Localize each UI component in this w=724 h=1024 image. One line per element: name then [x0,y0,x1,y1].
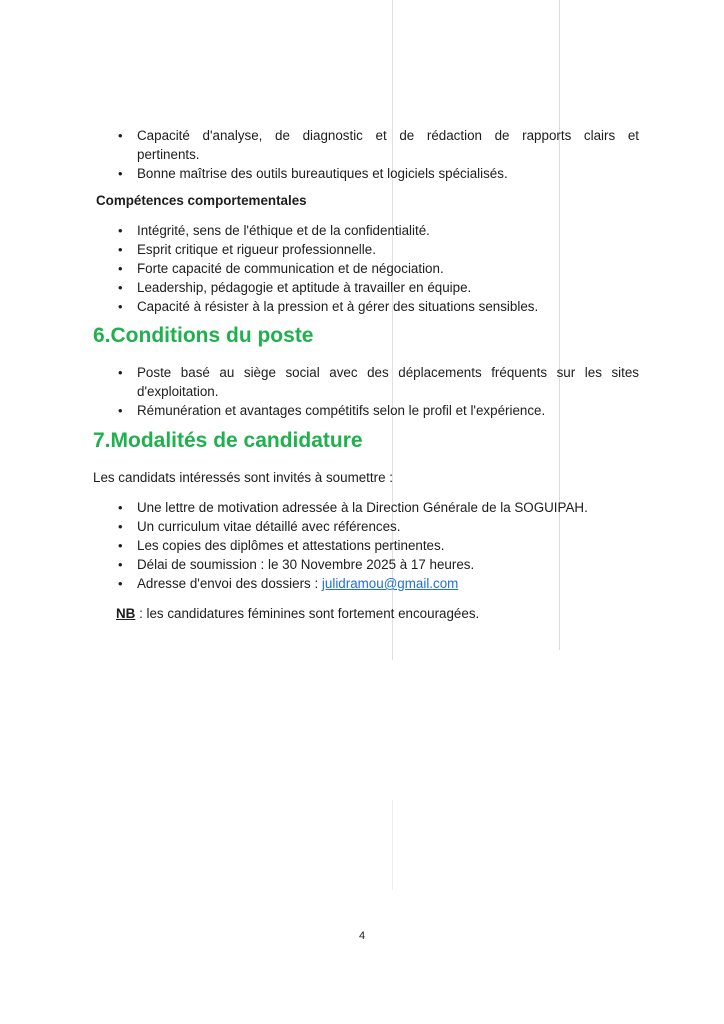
section-7-heading: 7.Modalités de candidature [93,429,363,452]
list-item-text: Les copies des diplômes et attestations pertinentes. [137,538,445,553]
list-item-text: Délai de soumission : le 30 Novembre 2025 à 17 heures. [137,557,475,572]
list-item [118,259,639,278]
section-6-heading: 6.Conditions du poste [93,324,314,347]
list-item-text: Capacité à résister à la pression et à gérer des situations sensibles. [137,299,539,314]
candidature-intro: Les candidats intéressés sont invités à soumettre : [93,470,393,485]
page-number: 4 [358,930,366,942]
bullet: • [118,128,123,143]
list-item-text: Esprit critique et rigueur professionnelle. [137,242,376,257]
nb-label: NB [116,606,136,621]
list-item-text: d'exploitation. [137,384,219,399]
list-item-text: Leadership, pédagogie et aptitude à travailler en équipe. [137,280,472,295]
list-item [118,536,639,555]
bullet: • [118,519,123,534]
list-item-text: Intégrité, sens de l'éthique et de la confidentialité. [137,223,430,238]
nb-text: : les candidatures féminines sont fortement encouragées. [135,606,480,621]
bullet: • [118,223,123,238]
list-item [118,278,639,297]
list-item-text: Bonne maîtrise des outils bureautiques et logiciels spécialisés. [137,166,508,181]
email-link[interactable]: julidramou@gmail.com [321,576,459,591]
list-item [118,363,639,401]
bullet: • [118,299,123,314]
bullet: • [118,538,123,553]
bullet: • [118,557,123,572]
bullet: • [118,576,123,591]
list-item-text: Forte capacité de communication et de négociation. [137,261,444,276]
bullet: • [118,242,123,257]
list-item [118,221,639,240]
technical-skills-list [118,126,639,183]
list-item-text: Poste basé au siège social avec des déplacements fréquents sur les sites [137,365,639,380]
nb-note [116,605,479,623]
bullet: • [118,403,123,418]
list-item [118,555,639,574]
conditions-list [118,363,639,420]
list-item [118,498,639,517]
behavioral-skills-list [118,221,639,316]
list-item [118,401,639,420]
list-item [118,517,639,536]
list-item [118,240,639,259]
bullet: • [118,166,123,181]
list-item-text: pertinents. [137,147,200,162]
candidature-documents-list [118,498,639,593]
list-item-text: Rémunération et avantages compétitifs selon le profil et l'expérience. [137,403,546,418]
behavioral-skills-heading: Compétences comportementales [96,193,307,208]
list-item [118,574,639,593]
list-item-text: Capacité d'analyse, de diagnostic et de rédaction de rapports clairs et [137,128,639,143]
list-item [118,297,639,316]
list-item-text: Un curriculum vitae détaillé avec références. [137,519,401,534]
list-item-text: Une lettre de motivation adressée à la Direction Générale de la SOGUIPAH. [137,500,588,515]
bullet: • [118,261,123,276]
list-item [118,164,639,183]
list-item [118,126,639,164]
bullet: • [118,280,123,295]
bullet: • [118,500,123,515]
address-label: Adresse d'envoi des dossiers : [137,576,322,591]
bullet: • [118,365,123,380]
scan-fold-line [392,800,393,890]
